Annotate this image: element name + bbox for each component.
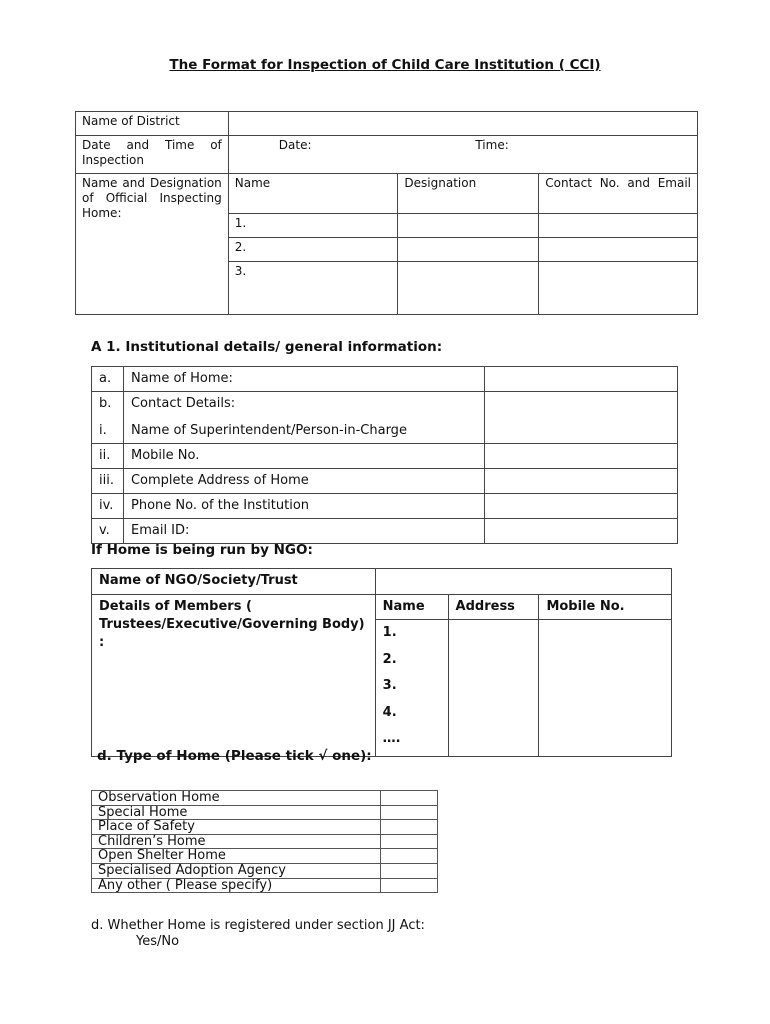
official-row-3-designation[interactable] (398, 262, 539, 315)
phone-value[interactable] (485, 494, 678, 519)
datetime-value-cell[interactable] (228, 136, 697, 174)
col-designation-header: Designation (398, 174, 539, 214)
official-row-3[interactable]: 3. (228, 262, 398, 315)
home-type-option: Place of Safety (92, 820, 381, 835)
date-label: Date: (278, 138, 312, 152)
home-type-option: Open Shelter Home (92, 849, 381, 864)
members-col-name: Name (375, 595, 448, 620)
contact-details-label: Contact Details: Name of Superintendent/Person-in-Charge (123, 392, 484, 444)
inspection-header-table (75, 111, 698, 315)
address-label: Complete Address of Home (123, 469, 484, 494)
members-col-mobile: Mobile No. (539, 595, 672, 620)
tick-box[interactable] (381, 805, 438, 820)
section-a1-heading: A 1. Institutional details/ general information: (91, 339, 443, 355)
row-num: a. (92, 367, 124, 392)
row-num: ii. (92, 444, 124, 469)
row-num: iv. (92, 494, 124, 519)
home-type-option: Specialised Adoption Agency (92, 863, 381, 878)
tick-box[interactable] (381, 863, 438, 878)
members-address-cell[interactable] (448, 620, 539, 757)
official-row-3-contact[interactable] (539, 262, 698, 315)
institution-details-table (91, 366, 678, 544)
mobile-label: Mobile No. (123, 444, 484, 469)
col-name-header: Name (228, 174, 398, 214)
home-type-option: Special Home (92, 805, 381, 820)
ngo-name-value[interactable] (375, 569, 671, 595)
official-row-2-contact[interactable] (539, 238, 698, 262)
col-contact-header: Contact No. and Email (539, 174, 698, 214)
home-name-label: Name of Home: (123, 367, 484, 392)
members-col-address: Address (448, 595, 539, 620)
official-row-2-designation[interactable] (398, 238, 539, 262)
members-mobile-cell[interactable] (539, 620, 672, 757)
ngo-table (91, 568, 672, 757)
row-num: iii. (92, 469, 124, 494)
datetime-label: Date and Time of Inspection (76, 136, 229, 174)
home-type-table (91, 790, 438, 893)
registration-question: d. Whether Home is registered under section JJ Act: (91, 918, 425, 933)
home-type-option: Any other ( Please specify) (92, 878, 381, 893)
home-type-heading: d. Type of Home (Please tick √ one): (97, 748, 372, 764)
address-value[interactable] (485, 469, 678, 494)
official-row-2[interactable]: 2. (228, 238, 398, 262)
ngo-name-label: Name of NGO/Society/Trust (92, 569, 376, 595)
district-value-cell[interactable] (228, 112, 697, 136)
tick-box[interactable] (381, 820, 438, 835)
home-type-option: Observation Home (92, 791, 381, 806)
official-row-1[interactable]: 1. (228, 214, 398, 238)
official-row-1-contact[interactable] (539, 214, 698, 238)
district-label: Name of District (76, 112, 229, 136)
mobile-value[interactable] (485, 444, 678, 469)
email-label: Email ID: (123, 519, 484, 544)
official-label: Name and Designation of Official Inspecting Home: (76, 174, 229, 315)
home-name-value[interactable] (485, 367, 678, 392)
email-value[interactable] (485, 519, 678, 544)
row-num: v. (92, 519, 124, 544)
superintendent-value[interactable] (485, 392, 678, 444)
ngo-heading: If Home is being run by NGO: (91, 542, 313, 558)
tick-box[interactable] (381, 834, 438, 849)
time-label: Time: (475, 138, 509, 152)
registration-answer[interactable]: Yes/No (136, 934, 180, 949)
home-type-option: Children’s Home (92, 834, 381, 849)
members-label: Details of Members ( Trustees/Executive/Governing Body) : (92, 595, 376, 757)
page-title: The Format for Inspection of Child Care Institution ( CCI) (169, 57, 601, 73)
tick-box[interactable] (381, 849, 438, 864)
official-row-1-designation[interactable] (398, 214, 539, 238)
tick-box[interactable] (381, 791, 438, 806)
row-num: b. i. (92, 392, 124, 444)
phone-label: Phone No. of the Institution (123, 494, 484, 519)
tick-box[interactable] (381, 878, 438, 893)
members-name-list[interactable]: 1. 2. 3. 4. …. (375, 620, 448, 757)
